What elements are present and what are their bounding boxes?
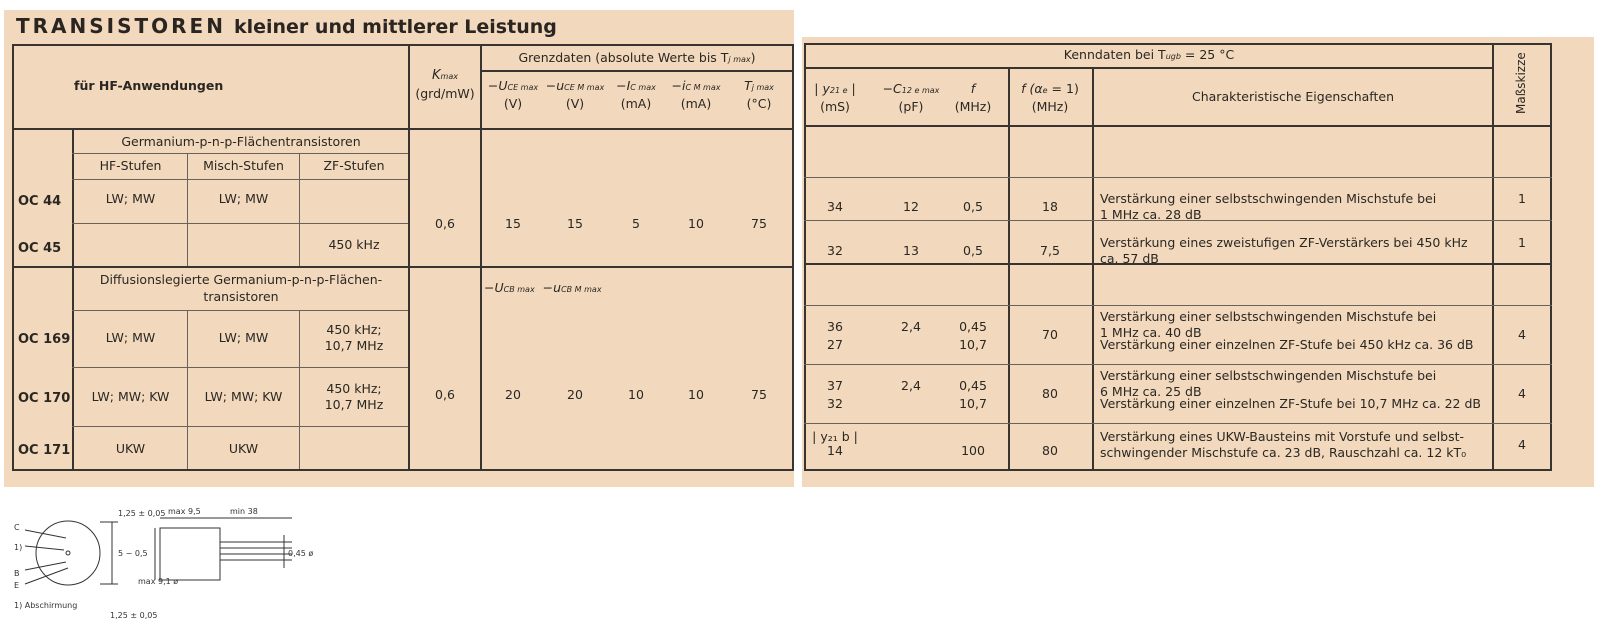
oc169-c12: 2,4 [901, 319, 921, 334]
oc169-zf-line2: 10,7 MHz [324, 338, 384, 353]
oc45-zf: 450 kHz [328, 237, 380, 252]
char-header: Charakteristische Eigenschaften [1192, 89, 1394, 104]
limit-header-4: Tj max [744, 78, 774, 93]
group2-limit-3: 10 [688, 387, 704, 402]
oc170-y21-a: 37 [827, 378, 843, 393]
label-c: C [14, 523, 20, 532]
oc169-y21-a: 36 [827, 319, 843, 334]
oc45-desc-1: ca. 57 dB [1100, 251, 1159, 266]
oc170-f-b: 10,7 [959, 396, 987, 411]
dimension-drawing [10, 500, 314, 635]
kenn-unit-1: (pF) [898, 99, 924, 114]
oc45-y21: 32 [827, 243, 843, 258]
limit-unit-1: (V) [565, 96, 585, 111]
oc170-hf: LW; MW; KW [91, 389, 170, 404]
type-oc169: OC 169 [18, 332, 71, 347]
kenn-header-1: −C12 e max [882, 81, 940, 96]
oc171-hf: UKW [115, 441, 146, 456]
oc169-zf-line1: 450 kHz; [326, 322, 382, 337]
dim-length-body: max 9,5 [168, 507, 201, 516]
label-shield: 1) [14, 543, 23, 552]
oc171-sketch: 4 [1518, 437, 1526, 452]
group2-limit-4: 75 [751, 387, 767, 402]
left-table-sheet [4, 10, 794, 487]
title-main: TRANSISTOREN [16, 14, 226, 38]
kenn-header-3: f (αe = 1) [1021, 81, 1079, 96]
limit-header-2: −IC max [616, 78, 656, 93]
group1-kmax: 0,6 [435, 216, 455, 231]
sketch-header: Maßskizze [1514, 52, 1528, 114]
oc169-y21-b: 27 [827, 337, 843, 352]
label-b: B [14, 569, 20, 578]
stage-zf-header: ZF-Stufen [323, 158, 385, 173]
oc45-desc-0: Verstärkung eines zweistufigen ZF-Verstärkers bei 450 kHz [1100, 235, 1468, 250]
group1-title: Germanium-p-n-p-Flächentransistoren [121, 134, 361, 149]
group1-limit-3: 10 [688, 216, 704, 231]
oc44-hf: LW; MW [105, 191, 156, 206]
oc44-f: 0,5 [963, 199, 983, 214]
oc169-f-a: 0,45 [959, 319, 987, 334]
oc171-fa: 80 [1042, 443, 1058, 458]
oc44-misch: LW; MW [218, 191, 269, 206]
kenn-header-2: f [970, 81, 976, 96]
title-rest: kleiner und mittlerer Leistung [233, 16, 557, 38]
oc170-misch: LW; MW; KW [204, 389, 283, 404]
group1-limit-0: 15 [505, 216, 521, 231]
oc170-fa: 80 [1042, 386, 1058, 401]
oc45-fa: 7,5 [1040, 243, 1060, 258]
stage-hf-header: HF-Stufen [99, 158, 162, 173]
group2-title-line2: transistoren [203, 289, 279, 304]
group1-limit-2: 5 [632, 216, 640, 231]
group2-title-line1: Diffusionslegierte Germanium-p-n-p-Flächen- [99, 272, 383, 287]
group2-limit-0: 20 [505, 387, 521, 402]
oc170-y21-b: 32 [827, 396, 843, 411]
stage-misch-header: Misch-Stufen [203, 158, 284, 173]
oc170-desc-1: 6 MHz ca. 25 dB [1100, 384, 1202, 399]
oc170-zf-line2: 10,7 MHz [324, 397, 384, 412]
kenn-header-0: | y21 e | [814, 81, 856, 96]
oc45-c12: 13 [903, 243, 919, 258]
footnote: 1) Abschirmung [14, 601, 78, 610]
oc170-c12: 2,4 [901, 378, 921, 393]
group1-limit-1: 15 [567, 216, 583, 231]
dim-diameter: max 9,1 ø [138, 577, 179, 586]
limit-unit-2: (mA) [620, 96, 652, 111]
oc44-fa: 18 [1042, 199, 1058, 214]
oc170-zf-line1: 450 kHz; [326, 381, 382, 396]
oc171-y21: 14 [827, 443, 843, 458]
page-title [16, 14, 557, 38]
oc169-desc-2: Verstärkung einer einzelnen ZF-Stufe bei 450 kHz ca. 36 dB [1100, 337, 1474, 352]
kenn-unit-3: (MHz) [1031, 99, 1069, 114]
bottom-view-circle [36, 521, 100, 585]
group2-limit-2: 10 [628, 387, 644, 402]
group2-limit-1: 20 [567, 387, 583, 402]
oc169-misch: LW; MW [218, 330, 269, 345]
application-label: für HF-Anwendungen [74, 78, 224, 93]
kenndaten-title: Kenndaten bei Tugb = 25 °C [1063, 47, 1235, 62]
group2-kmax: 0,6 [435, 387, 455, 402]
dim-bottom: 1,25 ± 0,05 [110, 611, 158, 620]
group2-limit-heads: −UCB max −uCB M max [484, 280, 602, 295]
oc169-desc-0: Verstärkung einer selbstschwingenden Mischstufe bei [1100, 309, 1437, 324]
dim-pitch: 5 − 0,5 [118, 549, 148, 558]
oc171-misch: UKW [228, 441, 259, 456]
oc169-fa: 70 [1042, 327, 1058, 342]
oc171-desc-1: schwingender Mischstufe ca. 23 dB, Rauschzahl ca. 12 kT₀ [1100, 445, 1467, 460]
oc171-y21-head: | y₂₁ b | [812, 429, 858, 444]
oc169-sketch: 4 [1518, 327, 1526, 342]
limit-header-1: −uCE M max [545, 78, 605, 93]
limit-header-3: −iC M max [671, 78, 721, 93]
label-e: E [14, 581, 20, 590]
oc171-f: 100 [961, 443, 985, 458]
kmax-unit: (grd/mW) [415, 86, 475, 101]
dim-lead-dia: 0,45 ø [288, 549, 314, 558]
type-oc45: OC 45 [18, 241, 62, 256]
limit-header-0: −UCE max [487, 78, 539, 93]
kmax-header: Kmax [432, 68, 458, 83]
oc44-sketch: 1 [1518, 191, 1526, 206]
dim-top: 1,25 ± 0,05 [118, 509, 166, 518]
oc170-desc-2: Verstärkung einer einzelnen ZF-Stufe bei 10,7 MHz ca. 22 dB [1100, 396, 1481, 411]
oc171-desc-0: Verstärkung eines UKW-Bausteins mit Vorstufe und selbst- [1100, 429, 1465, 444]
oc44-desc-1: 1 MHz ca. 28 dB [1100, 207, 1202, 222]
type-oc44: OC 44 [18, 194, 62, 209]
oc45-sketch: 1 [1518, 235, 1526, 250]
limit-unit-4: (°C) [746, 96, 772, 111]
right-table-sheet [802, 37, 1594, 487]
oc170-desc-0: Verstärkung einer selbstschwingenden Mischstufe bei [1100, 368, 1437, 383]
type-oc170: OC 170 [18, 391, 71, 406]
limit-unit-0: (V) [503, 96, 523, 111]
dim-length-leads: min 38 [230, 507, 258, 516]
kenn-unit-2: (MHz) [954, 99, 992, 114]
kenn-unit-0: (mS) [820, 99, 850, 114]
oc169-desc-1: 1 MHz ca. 40 dB [1100, 325, 1202, 340]
oc170-sketch: 4 [1518, 386, 1526, 401]
oc44-desc-0: Verstärkung einer selbstschwingenden Mischstufe bei [1100, 191, 1437, 206]
limit-unit-3: (mA) [680, 96, 712, 111]
type-oc171: OC 171 [18, 443, 71, 458]
grenzdaten-title: Grenzdaten (absolute Werte bis Tj max) [518, 50, 756, 65]
oc169-hf: LW; MW [105, 330, 156, 345]
pin-dot [66, 551, 70, 555]
oc44-y21: 34 [827, 199, 843, 214]
oc44-c12: 12 [903, 199, 919, 214]
oc45-f: 0,5 [963, 243, 983, 258]
oc170-f-a: 0,45 [959, 378, 987, 393]
side-view-body [160, 528, 220, 580]
group1-limit-4: 75 [751, 216, 767, 231]
oc169-f-b: 10,7 [959, 337, 987, 352]
